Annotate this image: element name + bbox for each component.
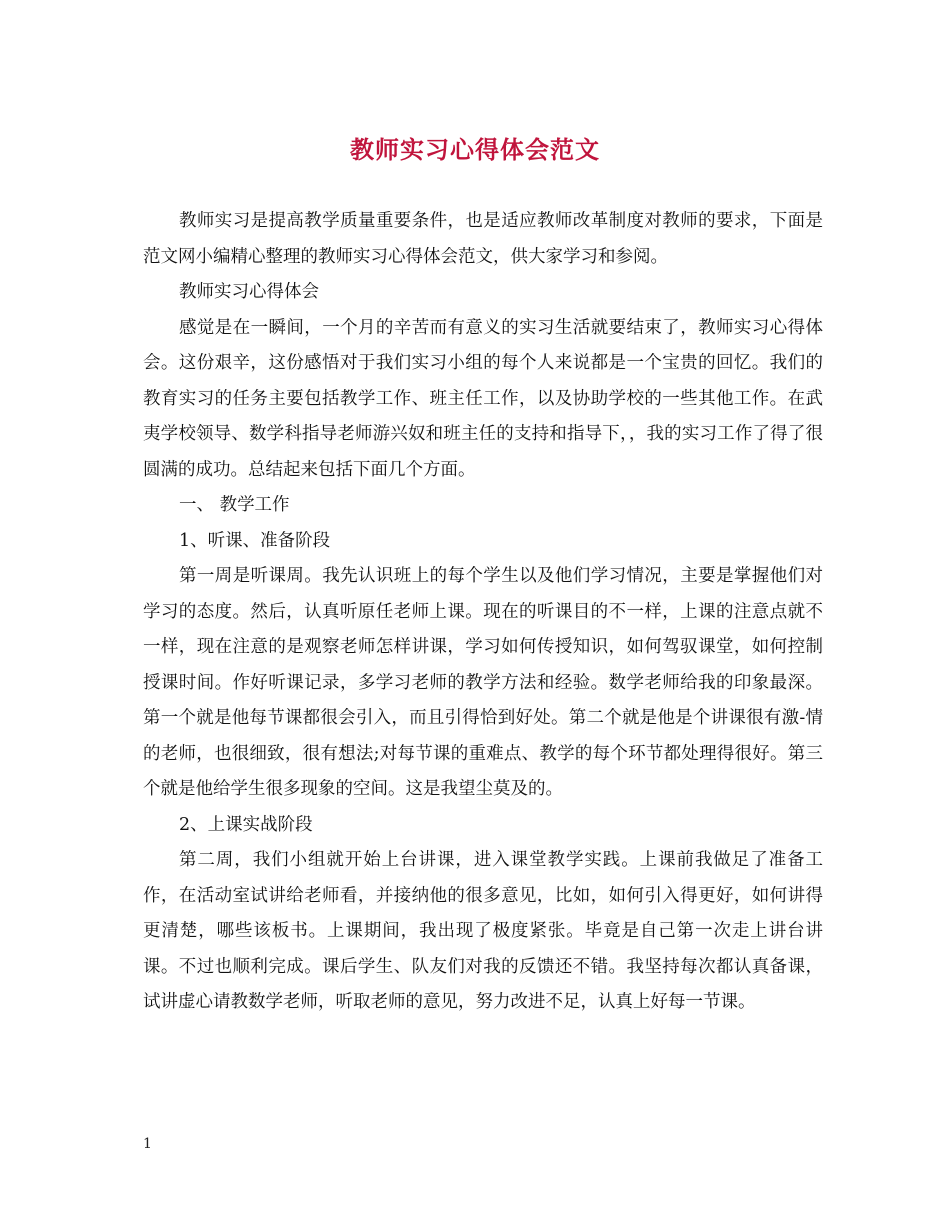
intro-paragraph: 教师实习是提高教学质量重要条件，也是适应教师改革制度对教师的要求，下面是范文网小编精心整理的教师实习心得体会范文，供大家学习和参阅。: [143, 211, 823, 267]
document-body: [143, 204, 823, 1021]
document-title: 教师实习心得体会范文: [350, 135, 600, 164]
section-heading: 一、 教学工作: [179, 495, 290, 515]
body-paragraph: 第二周，我们小组就开始上台讲课，进入课堂教学实践。上课前我做足了准备工作，在活动室试讲给老师看，并接纳他的很多意见，比如，如何引入得更好，如何讲得更清楚，哪些该板书。上课期间，我出现了极度紧张。毕竟是自己第一次走上讲台讲课。不过也顺利完成。课后学生、队友们对我的反馈还不错。我坚持每次都认真备课，试讲虚心请教数学老师，听取老师的意见，努力改进不足，认真上好每一节课。: [143, 850, 823, 1012]
subsection-heading: 1、听课、准备阶段: [179, 530, 331, 551]
body-paragraph: 第一周是听课周。我先认识班上的每个学生以及他们学习情况，主要是掌握他们对学习的态度。然后，认真听原任老师上课。现在的听课目的不一样，上课的注意点就不一样，现在注意的是观察老师怎样讲课，学习如何传授知识，如何驾驭课堂，如何控制授课时间。作好听课记录，多学习老师的教学方法和经验。数学老师给我的印象最深。第一个就是他每节课都很会引入，而且引得恰到好处。第二个就是他是个讲课很有激-情的老师，也很细致，很有想法;对每节课的重难点、教学的每个环节都处理得很好。第三个就是他给学生很多现象的空间。这是我望尘莫及的。: [143, 566, 823, 799]
subsection-heading: 2、上课实战阶段: [179, 814, 313, 835]
page-number: 1: [143, 1136, 152, 1152]
section-heading: 教师实习心得体会: [179, 282, 319, 302]
body-paragraph: 感觉是在一瞬间，一个月的辛苦而有意义的实习生活就要结束了，教师实习心得体会。这份艰辛，这份感悟对于我们实习小组的每个人来说都是一个宝贵的回忆。我们的教育实习的任务主要包括教学工作、班主任工作，以及协助学校的一些其他工作。在武夷学校领导、数学科指导老师游兴奴和班主任的支持和指导下，，我的实习工作了得了很圆满的成功。总结起来包括下面几个方面。: [143, 317, 823, 480]
